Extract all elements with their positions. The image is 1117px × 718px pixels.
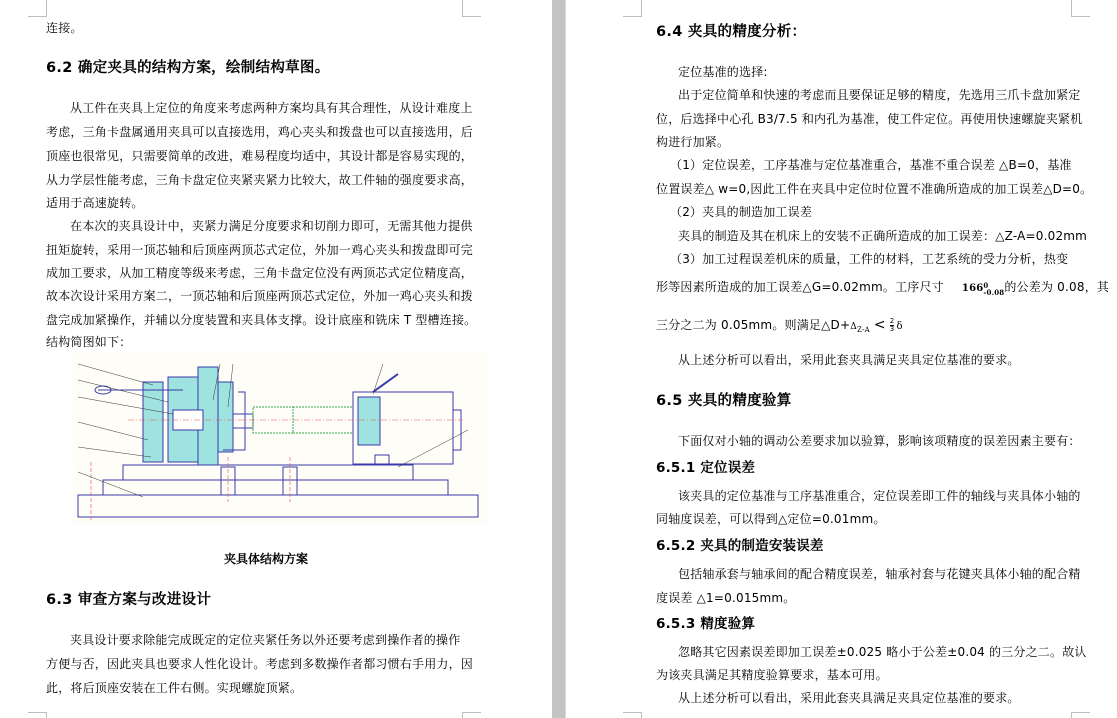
dimension-upper: 0 bbox=[983, 280, 989, 290]
dimension-lower: -0.08 bbox=[983, 287, 1005, 297]
dimension-base: 166 bbox=[961, 283, 984, 294]
text-line: 为该夹具满足其精度验算要求，基本可用。 bbox=[656, 668, 888, 682]
inequality-line bbox=[656, 317, 903, 338]
text-line: 成加工要求，从加工精度等级来考虑，三角卡盘定位没有两顶芯式定位精度高， bbox=[46, 266, 474, 280]
crop-mark-bottom-right bbox=[462, 712, 481, 718]
text-line: 盘完成加紧操作，并辅以分度装置和夹具体支撑。设计底座和铣床 T 型槽连接。 bbox=[46, 313, 477, 327]
text-line: 结构简图如下： bbox=[46, 335, 132, 349]
document-page-right bbox=[566, 0, 1117, 718]
text-line: 该夹具的定位基准与工序基准重合，定位误差即工件的轴线与夹具体小轴的 bbox=[678, 489, 1081, 503]
text-line: 构进行加紧。 bbox=[656, 135, 730, 149]
text-line: 连接。 bbox=[46, 21, 83, 35]
fixture-drawing bbox=[73, 352, 487, 525]
text-line: 同轴度误差，可以得到△定位=0.01mm。 bbox=[656, 512, 886, 526]
text-line: 包括轴承套与轴承间的配合精度误差，轴承衬套与花键夹具体小轴的配合精 bbox=[678, 567, 1081, 581]
text-line: 顶座也很常见，只需要简单的改进，难易程度均适中，其设计都是容易实现的， bbox=[46, 149, 474, 163]
fraction-two-thirds bbox=[890, 318, 895, 333]
fixture-structure-figure bbox=[73, 352, 487, 525]
text-line: 方便与否，因此夹具也要求人性化设计。考虑到多数操作者都习惯右手用力，因 bbox=[46, 657, 474, 671]
delta-za-term bbox=[850, 322, 870, 332]
section-heading: 6.5.3 精度验算 bbox=[656, 616, 756, 632]
figure-caption: 夹具体结构方案 bbox=[224, 552, 309, 566]
section-heading: 6.5 夹具的精度验算 bbox=[656, 393, 792, 409]
text-line: （3）加工过程误差机床的质量，工件的材料，工艺系统的受力分析，热变 bbox=[670, 252, 1069, 266]
crop-mark-top-right bbox=[1071, 0, 1090, 17]
text-line: 度误差 △1=0.015mm。 bbox=[656, 591, 796, 605]
text-line: 从工件在夹具上定位的角度来考虑两种方案均具有其合理性，从设计难度上 bbox=[70, 101, 473, 115]
delta-symbol: Δ bbox=[850, 322, 857, 332]
text-line: 位，后选择中心孔 B3/7.5 和内孔为基准，使工件定位。再使用快速螺旋夹紧机 bbox=[656, 112, 1083, 126]
text-line: 夹具设计要求除能完成既定的定位夹紧任务以外还要考虑到操作者的操作 bbox=[70, 633, 461, 647]
crop-mark-bottom-left bbox=[28, 712, 47, 718]
crop-mark-top-left bbox=[28, 0, 47, 17]
tolerance-line-suffix: 的公差为 0.08，其 bbox=[1004, 280, 1110, 294]
crop-mark-top-right bbox=[462, 0, 481, 17]
text-line: （2）夹具的制造加工误差 bbox=[670, 205, 813, 219]
document-page-left bbox=[0, 0, 552, 718]
text-line: 考虑，三角卡盘属通用夹具可以直接选用，鸡心夹头和拨盘也可以直接选用，后 bbox=[46, 125, 474, 139]
text-line: 定位基准的选择: bbox=[678, 65, 768, 79]
text-line: 适用于高速旋转。 bbox=[46, 196, 144, 210]
delta-tolerance-symbol: δ bbox=[896, 321, 903, 332]
inequality-prefix: 三分之二为 0.05mm。则满足△D+ bbox=[656, 318, 851, 332]
text-line: 下面仅对小轴的调动公差要求加以验算，影响该项精度的误差因素主要有： bbox=[678, 434, 1081, 448]
text-line: 在本次的夹具设计中，夹紧力满足分度要求和切削力即可，无需其他力提供 bbox=[70, 219, 473, 233]
text-line: 此，将后顶座安装在工件右侧。实现螺旋顶紧。 bbox=[46, 681, 303, 695]
text-line: 从力学层性能考虑，三角卡盘定位夹紧夹紧力比较大，故工件轴的强度要求高， bbox=[46, 173, 474, 187]
crop-mark-bottom-left bbox=[623, 712, 642, 718]
section-heading: 6.4 夹具的精度分析： bbox=[656, 24, 807, 40]
section-heading: 6.2 确定夹具的结构方案，绘制结构草图。 bbox=[46, 60, 330, 76]
text-line: （1）定位误差，工序基准与定位基准重合，基准不重合误差 △B=0，基准 bbox=[670, 158, 1072, 172]
text-line: 扭矩旋转，采用一顶芯轴和后顶座两顶芯式定位，外加一鸡心夹头和拨盘即可完 bbox=[46, 243, 474, 257]
section-heading: 6.5.1 定位误差 bbox=[656, 460, 756, 476]
text-line: 从上述分析可以看出，采用此套夹具满足夹具定位基准的要求。 bbox=[678, 353, 1020, 367]
tolerance-line-prefix: 形等因素所造成的加工误差△G=0.02mm。工序尺寸 bbox=[656, 280, 944, 294]
page-gutter bbox=[552, 0, 566, 718]
tolerance-line bbox=[656, 279, 1109, 297]
less-than-sign: < bbox=[873, 317, 886, 333]
text-line: 位置误差△ w=0,因此工件在夹具中定位时位置不准确所造成的加工误差△D=0。 bbox=[656, 182, 1093, 196]
text-line: 故本次设计采用方案二，一顶芯轴和后顶座两顶芯式定位，外加一鸡心夹头和拨 bbox=[46, 289, 474, 303]
crop-mark-bottom-right bbox=[1071, 712, 1090, 718]
text-line: 从上述分析可以看出，采用此套夹具满足夹具定位基准的要求。 bbox=[678, 691, 1020, 705]
section-heading: 6.3 审查方案与改进设计 bbox=[46, 592, 212, 608]
delta-subscript: Z-A bbox=[856, 325, 870, 334]
text-line: 出于定位简单和快速的考虑而且要保证足够的精度，先选用三爪卡盘加紧定 bbox=[678, 88, 1081, 102]
section-heading: 6.5.2 夹具的制造安装误差 bbox=[656, 538, 824, 554]
fraction-numerator: 2 bbox=[889, 317, 895, 325]
fraction-denominator: 3 bbox=[889, 325, 895, 333]
dimension-166 bbox=[961, 280, 1005, 297]
text-line: 夹具的制造及其在机床上的安装不正确所造成的加工误差：△Z-A=0.02mm bbox=[678, 229, 1088, 243]
text-line: 忽略其它因素误差即加工误差±0.025 略小于公差±0.04 的三分之二。故认 bbox=[678, 645, 1087, 659]
crop-mark-top-left bbox=[623, 0, 642, 17]
